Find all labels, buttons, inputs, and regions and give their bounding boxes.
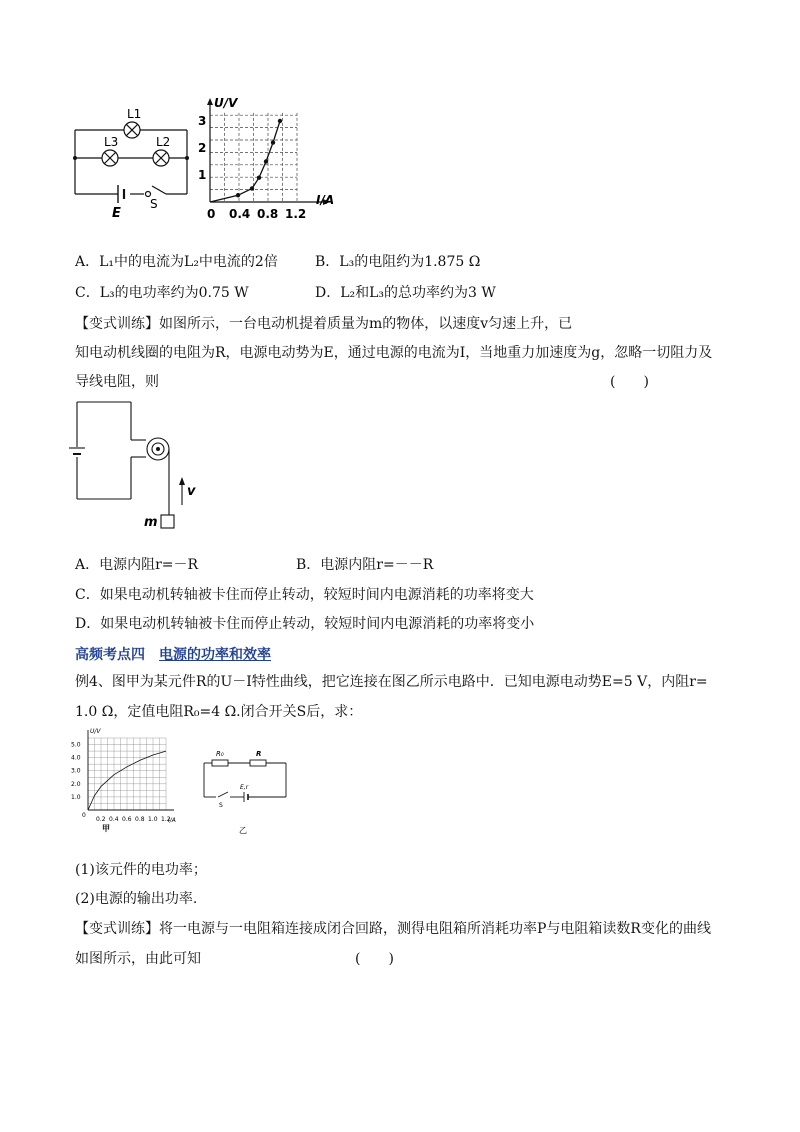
option-b-1: B．L₃的电阻约为1.875 Ω bbox=[315, 254, 481, 270]
circuit-figure-1 bbox=[60, 90, 210, 220]
option-c-1: C．L₃的电功率约为0.75 W bbox=[75, 285, 249, 301]
variant1-line1: 【变式训练】如图所示，一台电动机提着质量为m的物体，以速度v匀速上升，已 bbox=[75, 316, 573, 332]
y-axis-label: U/V bbox=[90, 728, 101, 735]
battery-label: E bbox=[112, 206, 121, 220]
data-point bbox=[257, 176, 261, 180]
x-axis-label: I/A bbox=[316, 193, 335, 207]
variant2-answer-paren: ( ) bbox=[355, 951, 394, 967]
caption-yi: 乙 bbox=[239, 826, 247, 835]
caption-jia: 甲 bbox=[102, 824, 110, 833]
option-d-2: D．如果电动机转轴被卡住而停止转动，较短时间内电源消耗的功率将变小 bbox=[75, 616, 535, 632]
y-tick-label: 2.0 bbox=[71, 780, 81, 788]
source-label: E,r bbox=[240, 784, 249, 791]
x-tick-label: 0 bbox=[207, 207, 216, 221]
r-label: R bbox=[256, 750, 262, 758]
y-axis-label: U/V bbox=[214, 96, 238, 110]
motor-figure bbox=[65, 395, 205, 540]
ui-chart-1 bbox=[196, 90, 346, 225]
x-axis-label: I/A bbox=[168, 817, 176, 824]
data-point bbox=[250, 186, 254, 190]
option-d-1: D．L₂和L₃的总功率约为3 W bbox=[315, 285, 496, 301]
y-tick-label: 2 bbox=[198, 141, 207, 155]
lamp-l3-label: L3 bbox=[104, 135, 119, 149]
y-tick-label: 1.0 bbox=[71, 793, 81, 801]
example4-q1: (1)该元件的电功率； bbox=[75, 862, 207, 878]
y-tick-label: 3.0 bbox=[71, 767, 81, 775]
option-b-2: B．电源内阻r=－－R bbox=[296, 557, 434, 573]
velocity-label: v bbox=[187, 484, 196, 499]
y-axis-arrow bbox=[207, 98, 213, 105]
option-c-2: C．如果电动机转轴被卡住而停止转动，较短时间内电源消耗的功率将变大 bbox=[75, 587, 534, 603]
y-tick-label: 3 bbox=[198, 114, 207, 128]
x-tick-label: 1.0 bbox=[148, 816, 158, 823]
x-tick-label: 0 bbox=[82, 812, 86, 819]
data-point bbox=[278, 119, 282, 123]
switch-label-2: S bbox=[219, 802, 223, 809]
r0-label: R₀ bbox=[216, 750, 224, 758]
example4-q2: (2)电源的输出功率. bbox=[75, 891, 198, 907]
section-title: 电源的功率和效率 bbox=[159, 647, 271, 663]
mass-label: m bbox=[144, 515, 158, 530]
lamp-l2-label: L2 bbox=[156, 135, 171, 149]
y-tick-label: 4.0 bbox=[71, 754, 81, 762]
section-label: 高频考点四 bbox=[75, 647, 145, 663]
data-point bbox=[271, 140, 275, 144]
variant2-line1: 【变式训练】将一电源与一电阻箱连接成闭合回路，测得电阻箱所消耗功率P与电阻箱读数R变化的曲线 bbox=[75, 921, 711, 937]
lamp-l1-label: L1 bbox=[127, 107, 142, 121]
variant1-answer-paren: ( ) bbox=[610, 374, 649, 390]
example4-line1: 例4、图甲为某元件R的U－I特性曲线，把它连接在图乙所示电路中．已知电源电动势E=5 V，内阻r= bbox=[75, 674, 708, 690]
data-point bbox=[264, 159, 268, 163]
data-point bbox=[236, 193, 240, 197]
x-tick-label: 1.2 bbox=[161, 816, 171, 823]
switch-label: S bbox=[150, 197, 158, 211]
option-a-1: A．L₁中的电流为L₂中电流的2倍 bbox=[75, 254, 278, 270]
circuit-figure-2 bbox=[196, 745, 296, 840]
x-tick-label: 0.8 bbox=[257, 207, 279, 221]
y-tick-label: 1 bbox=[198, 168, 207, 182]
ui-chart-2 bbox=[68, 725, 188, 833]
variant2-line2: 如图所示，由此可知 bbox=[75, 951, 201, 967]
y-tick-label: 5.0 bbox=[71, 741, 81, 749]
example4-line2: 1.0 Ω，定值电阻R₀=4 Ω.闭合开关S后，求： bbox=[75, 704, 363, 720]
option-a-2: A．电源内阻r=－R bbox=[75, 557, 199, 573]
x-tick-label: 0.2 bbox=[96, 816, 106, 823]
x-tick-label: 0.8 bbox=[135, 816, 145, 823]
x-tick-label: 0.4 bbox=[229, 207, 251, 221]
variant1-line2: 知电动机线圈的电阻为R，电源电动势为E，通过电源的电流为I，当地重力加速度为g，忽略一切阻力及 bbox=[75, 345, 713, 361]
section-heading bbox=[75, 644, 271, 664]
x-tick-label: 1.2 bbox=[285, 207, 307, 221]
x-tick-label: 0.6 bbox=[122, 816, 132, 823]
x-tick-label: 0.4 bbox=[109, 816, 119, 823]
variant1-line3: 导线电阻，则 bbox=[75, 374, 159, 390]
